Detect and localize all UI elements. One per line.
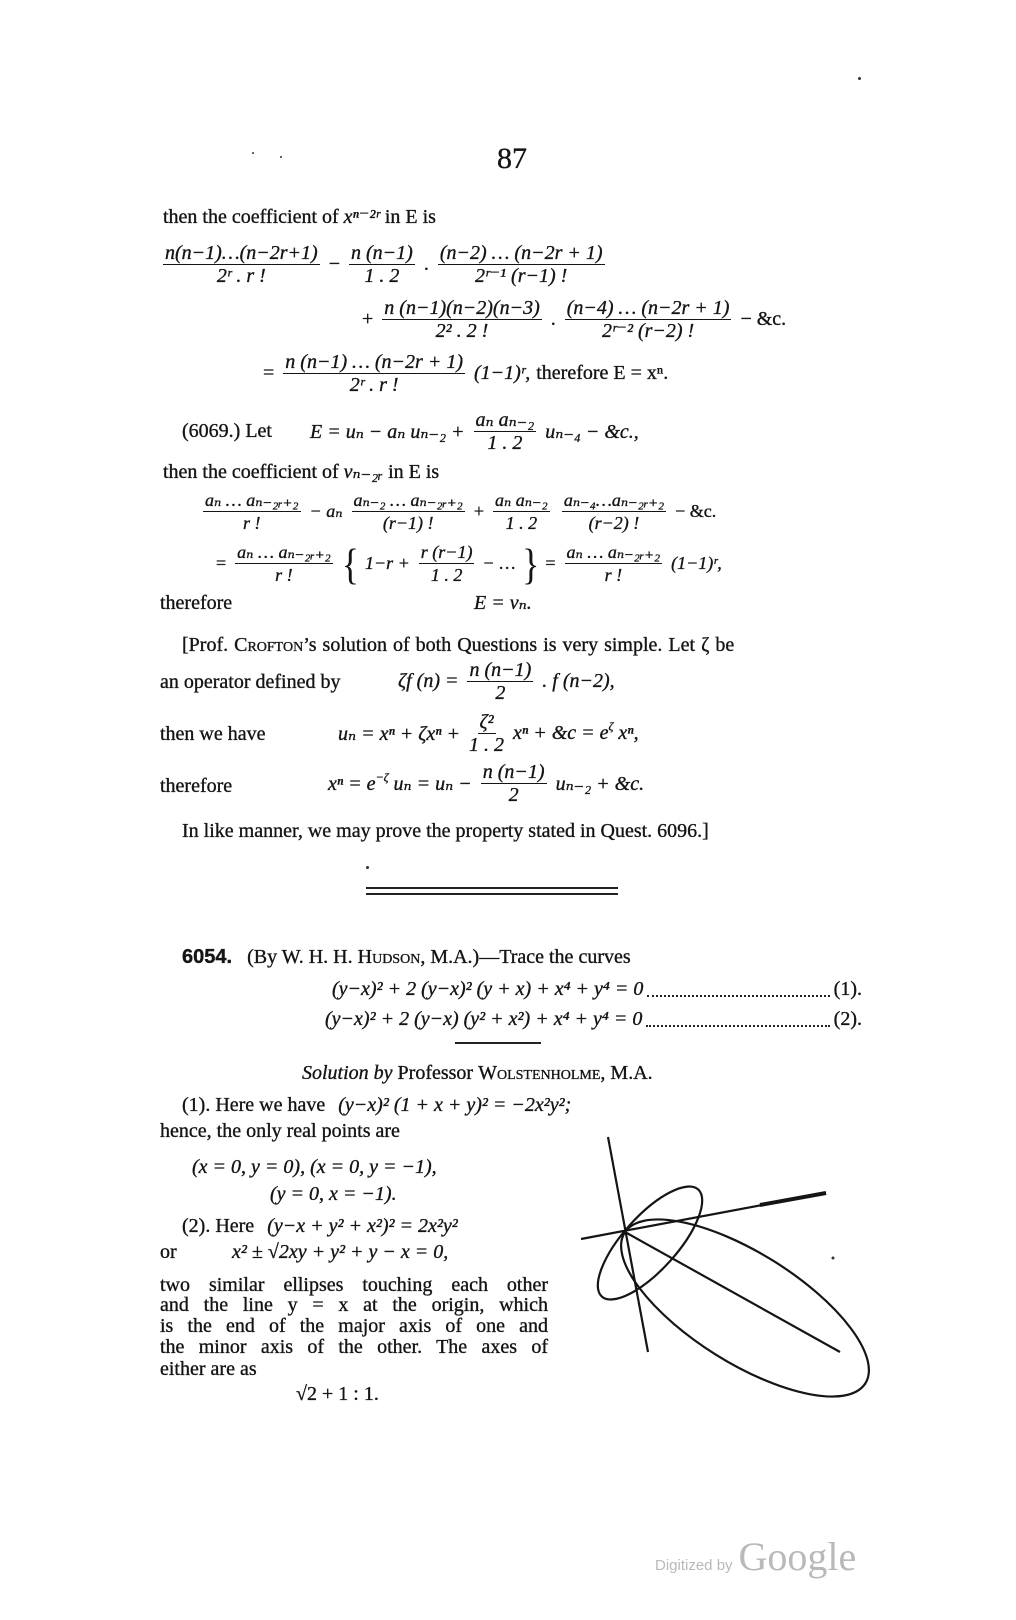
denominator: 2ʳ . r ! <box>216 265 266 287</box>
ellipse-equation: x² ± √2xy + y² + y − x = 0, <box>232 1241 449 1263</box>
hence-line: hence, the only real points are <box>160 1120 400 1142</box>
denominator: 2ʳ⁻¹ (r−1) ! <box>475 265 568 287</box>
author-name: Wolstenholme <box>478 1062 601 1084</box>
numerator: n (n−1) <box>350 242 413 264</box>
numerator: ζ² <box>479 711 494 733</box>
operator: . <box>550 308 556 330</box>
denominator: 1 . 2 <box>487 432 523 454</box>
paragraph-line: either are as <box>160 1358 257 1380</box>
denominator: 1 . 2 <box>430 565 463 585</box>
text: in E is <box>388 461 440 483</box>
operator: + <box>473 501 484 521</box>
math: (y−x)² + 2 (y−x) (y² + x²) + x⁴ + y⁴ = 0 <box>325 1008 643 1030</box>
numerator: (n−4) … (n−2r + 1) <box>566 297 730 319</box>
math: (y−x)² (1 + x + y)² = −2x²y²; <box>338 1094 572 1116</box>
math: vₙ₋₂ᵣ <box>343 461 384 483</box>
math: xⁿ⁻²ʳ <box>343 206 380 228</box>
crofton-line-3-label: then we have <box>160 723 266 745</box>
crofton-line-2-label: an operator defined by <box>160 671 341 693</box>
math: uₙ₋₂ + &c. <box>555 773 645 795</box>
author-name: Hudson <box>357 946 421 968</box>
crofton-line-4-label: therefore <box>160 775 233 797</box>
equation-label: (1). <box>833 978 862 1000</box>
math: (y−x + y² + x²)² = 2x²y² <box>267 1215 458 1237</box>
denominator: 2 <box>508 784 519 806</box>
google-logo: Google <box>738 1534 857 1579</box>
text: − &c. <box>740 308 787 330</box>
axes-ratio: √2 + 1 : 1. <box>296 1383 379 1405</box>
math: uₙ = uₙ − <box>393 773 472 795</box>
text: then the coefficient of <box>163 206 339 228</box>
numerator: aₙ₋₄…aₙ₋₂ᵣ₊₂ <box>563 490 665 510</box>
operator: + <box>362 308 374 330</box>
denominator: r ! <box>243 513 261 533</box>
math: . f (n−2), <box>542 670 615 692</box>
operator: = <box>263 362 275 384</box>
paragraph-line: and the line y = x at the origin, which <box>160 1294 548 1316</box>
numerator: n (n−1)(n−2)(n−3) <box>384 297 540 319</box>
denominator: 1 . 2 <box>469 734 505 756</box>
math: xⁿ = e <box>328 773 376 795</box>
question-label: (6069.) Let <box>182 420 272 442</box>
numerator: aₙ₋₂ … aₙ₋₂ᵣ₊₂ <box>353 490 463 510</box>
operator: = <box>216 553 227 573</box>
points-line-2: (y = 0, x = −1). <box>270 1183 397 1205</box>
denominator: 2ʳ . r ! <box>349 374 399 396</box>
numerator: r (r−1) <box>420 542 473 562</box>
math: uₙ₋₄ − &c., <box>545 421 639 443</box>
text: then the coefficient of <box>163 461 339 483</box>
numerator: n (n−1) <box>469 659 532 681</box>
numerator: aₙ aₙ₋₂ <box>494 490 548 510</box>
math: ζf (n) = <box>398 670 459 692</box>
question-number: 6054. <box>182 946 233 968</box>
text: therefore E = xⁿ. <box>536 362 669 384</box>
numerator: n (n−1) … (n−2r + 1) <box>285 351 463 373</box>
small-ellipse <box>582 1171 718 1314</box>
crofton-line-5: In like manner, we may prove the property stated in Quest. 6096.] <box>182 820 709 842</box>
text: (By W. H. H. <box>247 946 353 968</box>
or-label: or <box>160 1241 177 1263</box>
paragraph-line: two similar ellipses touching each other <box>160 1274 548 1296</box>
watermark-prefix: Digitized by <box>655 1557 733 1574</box>
math: (1−1)ʳ, <box>473 362 531 384</box>
tangent-line-thick-end <box>760 1193 826 1205</box>
math: 1−r + <box>364 553 410 573</box>
text: (2). Here <box>182 1215 255 1237</box>
text: ’s solution of both Questions is very simple. Let ζ be <box>303 634 735 656</box>
superscript: ζ <box>608 719 614 733</box>
text: [Prof. <box>182 634 229 656</box>
therefore-label: therefore <box>160 592 233 614</box>
numerator: aₙ aₙ₋₂ <box>475 409 535 431</box>
denominator: 1 . 2 <box>505 513 538 533</box>
brace: { <box>341 539 359 588</box>
math: (1−1)ʳ, <box>671 553 722 573</box>
result-equation: E = vₙ. <box>474 592 532 614</box>
digitized-by-google-watermark <box>655 1533 856 1580</box>
paragraph-line: is the end of the major axis of one and <box>160 1315 548 1337</box>
text: Professor <box>397 1062 474 1084</box>
superscript: −ζ <box>375 770 389 784</box>
numerator: (n−2) … (n−2r + 1) <box>439 242 603 264</box>
numerator: aₙ … aₙ₋₂ᵣ₊₂ <box>205 490 299 510</box>
denominator: (r−2) ! <box>588 513 640 533</box>
major-axis-line <box>625 1232 840 1352</box>
math: E = uₙ − aₙ uₙ₋₂ + <box>309 421 465 443</box>
author-name: Crofton <box>234 634 304 656</box>
denominator: (r−1) ! <box>382 513 434 533</box>
page-number: 87 <box>497 142 527 175</box>
denominator: 1 . 2 <box>364 265 400 287</box>
text: − &c. <box>675 501 717 521</box>
math: − … <box>483 553 517 573</box>
denominator: 2ʳ⁻² (r−2) ! <box>601 320 695 342</box>
denominator: 2² . 2 ! <box>435 320 489 342</box>
denominator: r ! <box>275 565 293 585</box>
math: xⁿ + &c = e <box>513 722 609 744</box>
operator: . <box>423 253 429 275</box>
denominator: 2 <box>495 682 506 704</box>
numerator: aₙ … aₙ₋₂ᵣ₊₂ <box>237 542 331 562</box>
text: (1). Here we have <box>182 1094 326 1116</box>
brace: } <box>522 539 540 588</box>
points-line-1: (x = 0, y = 0), (x = 0, y = −1), <box>192 1156 437 1178</box>
equation-label: (2). <box>833 1008 862 1030</box>
math: uₙ = xⁿ + ζxⁿ + <box>338 723 461 745</box>
scan-speck <box>832 1257 835 1260</box>
operator: − aₙ <box>309 501 343 521</box>
operator: = <box>545 553 556 573</box>
math: (y−x)² + 2 (y−x)² (y + x) + x⁴ + y⁴ = 0 <box>332 978 644 1000</box>
math: xⁿ, <box>618 722 639 744</box>
numerator: n(n−1)…(n−2r+1) <box>165 242 318 264</box>
numerator: n (n−1) <box>482 761 545 783</box>
text: in E is <box>384 206 436 228</box>
paragraph-line: the minor axis of the other. The axes of <box>160 1336 548 1358</box>
numerator: aₙ … aₙ₋₂ᵣ₊₂ <box>566 542 661 562</box>
text: , M.A. <box>600 1062 653 1084</box>
text: Solution by <box>302 1062 393 1084</box>
text: , M.A.)—Trace the curves <box>420 946 631 968</box>
denominator: r ! <box>604 565 623 585</box>
operator: − <box>328 253 340 275</box>
